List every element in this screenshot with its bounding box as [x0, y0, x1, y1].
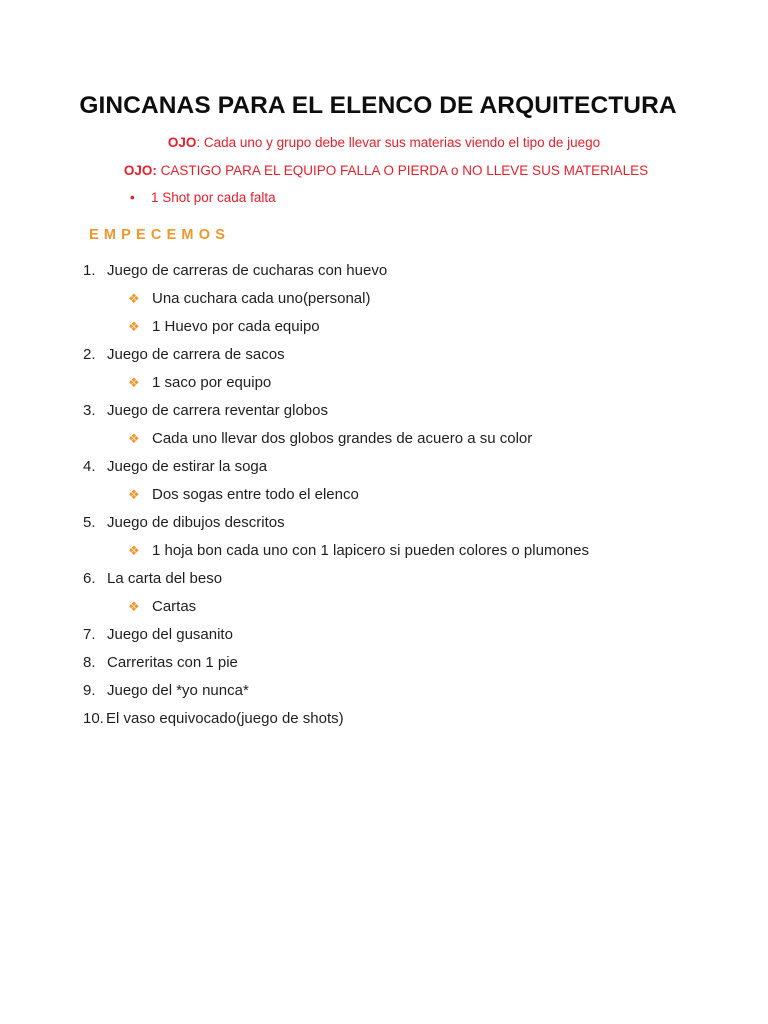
material-item	[128, 542, 589, 559]
note-text: : Cada uno y grupo debe llevar sus materias viendo el tipo de juego	[196, 135, 601, 150]
material-text: Cada uno llevar dos globos grandes de acuero a su color	[152, 430, 533, 447]
list-item	[83, 458, 267, 475]
list-item	[83, 682, 249, 699]
material-text: Una cuchara cada uno(personal)	[152, 290, 371, 307]
note-ojo-punishment	[2, 163, 768, 178]
material-item	[128, 290, 370, 307]
material-item	[128, 318, 320, 335]
diamond-bullet-icon: ❖	[128, 319, 140, 334]
list-item-number: 7.	[83, 626, 96, 643]
list-item	[83, 710, 344, 727]
list-item-label: Juego del gusanito	[107, 626, 233, 643]
list-item	[83, 402, 328, 419]
material-text: 1 saco por equipo	[152, 374, 272, 391]
section-heading: EMPECEMOS	[89, 227, 231, 243]
list-item-label: Juego de dibujos descritos	[107, 514, 285, 531]
list-item-number: 4.	[83, 458, 96, 475]
material-item	[128, 598, 196, 615]
list-item-number: 1.	[83, 262, 96, 279]
note-ojo-materials	[0, 135, 768, 150]
note-label: OJO:	[123, 163, 157, 178]
diamond-bullet-icon: ❖	[128, 375, 140, 390]
list-item-label: Juego de carreras de cucharas con huevo	[107, 262, 388, 279]
list-item	[83, 346, 285, 363]
penalty-bullet-item	[130, 190, 276, 205]
material-item	[128, 374, 271, 391]
list-item-number: 5.	[83, 514, 96, 531]
material-text: 1 Huevo por cada equipo	[152, 318, 320, 335]
list-item	[83, 514, 285, 531]
list-item-label: Juego del *yo nunca*	[107, 682, 249, 699]
diamond-bullet-icon: ❖	[128, 487, 140, 502]
list-item-number: 2.	[83, 346, 96, 363]
note-text: CASTIGO PARA EL EQUIPO FALLA O PIERDA o NO LLEVE SUS MATERIALES	[156, 163, 649, 178]
document-title: GINCANAS PARA EL ELENCO DE ARQUITECTURA	[79, 92, 677, 119]
diamond-bullet-icon: ❖	[128, 543, 140, 558]
bullet-icon: •	[130, 190, 135, 205]
list-item-number: 9.	[83, 682, 96, 699]
diamond-bullet-icon: ❖	[128, 431, 140, 446]
penalty-text: 1 Shot por cada falta	[151, 190, 276, 205]
list-item-label: La carta del beso	[107, 570, 223, 587]
list-item-number: 10.	[83, 710, 104, 727]
list-item-number: 8.	[83, 654, 96, 671]
list-item-label: Juego de carrera reventar globos	[107, 402, 328, 419]
diamond-bullet-icon: ❖	[128, 291, 140, 306]
material-text: 1 hoja bon cada uno con 1 lapicero si pueden colores o plumones	[152, 542, 589, 559]
list-item-number: 6.	[83, 570, 96, 587]
list-item-label: Juego de estirar la soga	[107, 458, 268, 475]
diamond-bullet-icon: ❖	[128, 599, 140, 614]
list-item	[83, 654, 238, 671]
material-item	[128, 430, 532, 447]
list-item	[83, 262, 387, 279]
list-item-number: 3.	[83, 402, 96, 419]
material-text: Cartas	[152, 598, 197, 615]
list-item-label: Carreritas con 1 pie	[107, 654, 238, 671]
material-item	[128, 486, 359, 503]
list-item	[83, 626, 233, 643]
list-item-label: El vaso equivocado(juego de shots)	[106, 710, 344, 727]
material-text: Dos sogas entre todo el elenco	[152, 486, 359, 503]
list-item	[83, 570, 222, 587]
note-label: OJO	[167, 135, 197, 150]
list-item-label: Juego de carrera de sacos	[107, 346, 285, 363]
